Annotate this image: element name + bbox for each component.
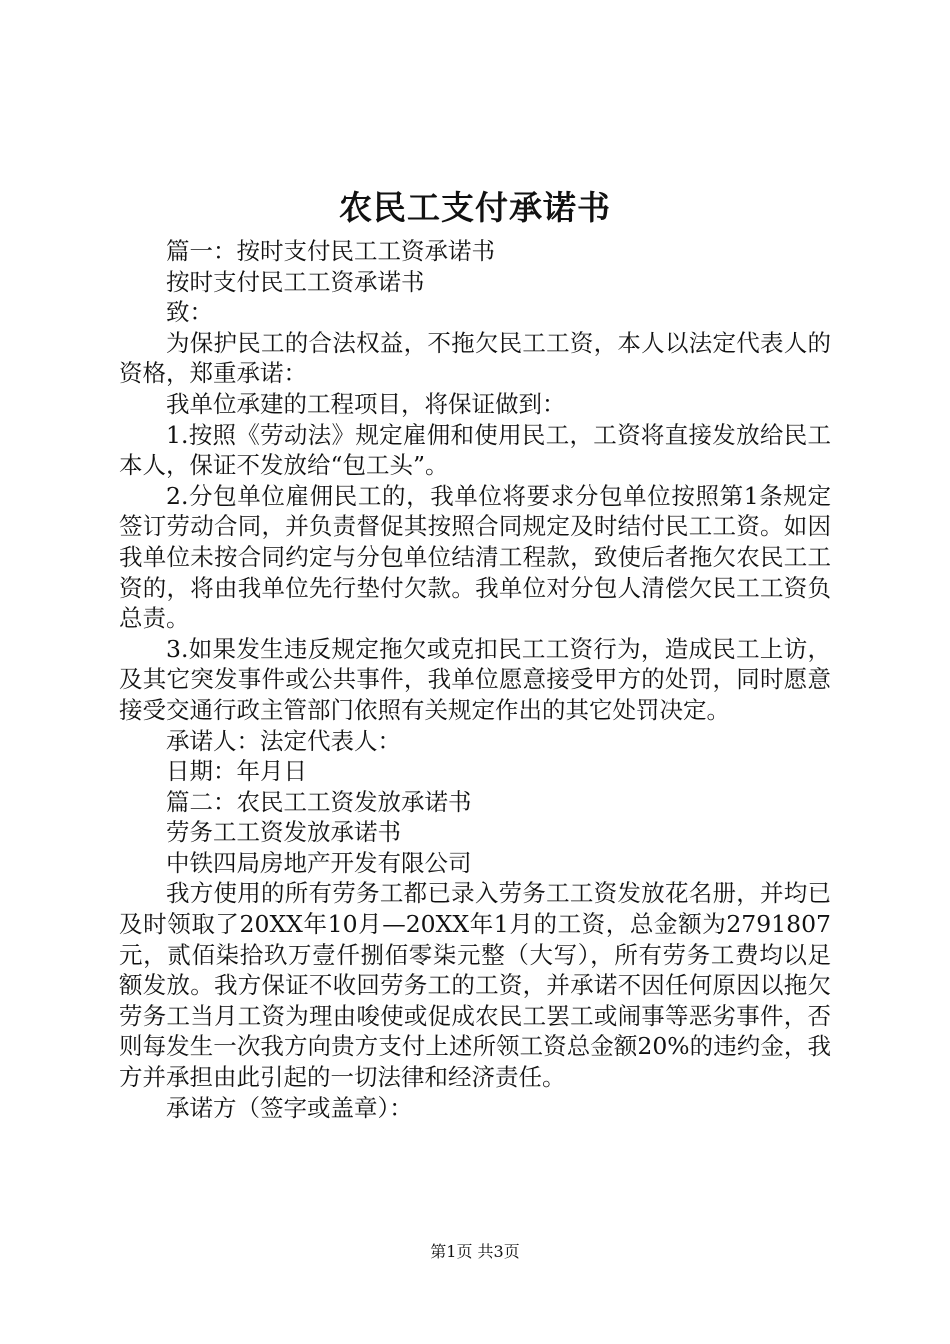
commitment-item-1: 1.按照《劳动法》规定雇佣和使用民工，工资将直接发放给民工本人，保证不发放给“包工头”。: [119, 420, 831, 480]
section-two-title: 劳务工工资发放承诺书: [166, 818, 401, 847]
section-one-heading: 篇一：按时支付民工工资承诺书: [166, 237, 495, 265]
document-title: 农民工支付承诺书: [339, 188, 611, 227]
commitment-lead: 我单位承建的工程项目，将保证做到：: [166, 389, 566, 418]
document-body: [119, 236, 831, 1123]
signature-line: 承诺方（签字或盖章）：: [166, 1093, 413, 1122]
letter-title: 按时支付民工工资承诺书: [166, 267, 425, 296]
section-two-heading: 篇二：农民工工资发放承诺书: [166, 787, 472, 816]
commitment-item-3: 3.如果发生违反规定拖欠或克扣民工工资行为，造成民工上访，及其它突发事件或公共事件，我单位愿意接受甲方的处罚，同时愿意接受交通行政主管部门依照有关规定作出的其它处罚决定。: [119, 634, 831, 724]
recipient-company: 中铁四局房地产开发有限公司: [166, 848, 472, 877]
intro-paragraph: 为保护民工的合法权益，不拖欠民工工资，本人以法定代表人的资格，郑重承诺：: [119, 328, 831, 388]
page-number-footer: 第1页 共3页: [430, 1242, 520, 1261]
date-line: 日期：年月日: [166, 757, 307, 786]
section-two-body: 我方使用的所有劳务工都已录入劳务工工资发放花名册，并均已及时领取了20XX年10月—20XX年1月的工资，总金额为2791807元，贰佰柒拾玖万壹仟捌佰零柒元整（大写），所有劳务工费均以足额发放。我方保证不收回劳务工的工资，并承诺不因任何原因以拖欠劳务工当月工资为理由唆使或促成农民工罢工或闹事等恶劣事件，否则每发生一次我方向贵方支付上述所领工资总金额20%的违约金，我方并承担由此引起的一切法律和经济责任。: [119, 879, 831, 1092]
salutation: 致：: [166, 298, 213, 327]
commitment-item-2: 2.分包单位雇佣民工的，我单位将要求分包单位按照第1条规定签订劳动合同，并负责督促其按照合同规定及时结付民工工资。如因我单位未按合同约定与分包单位结清工程款，致使后者拖欠农民工工资的，将由我单位先行垫付欠款。我单位对分包人清偿欠民工工资负总责。: [119, 481, 831, 633]
signatory-line: 承诺人：法定代表人：: [166, 726, 401, 755]
